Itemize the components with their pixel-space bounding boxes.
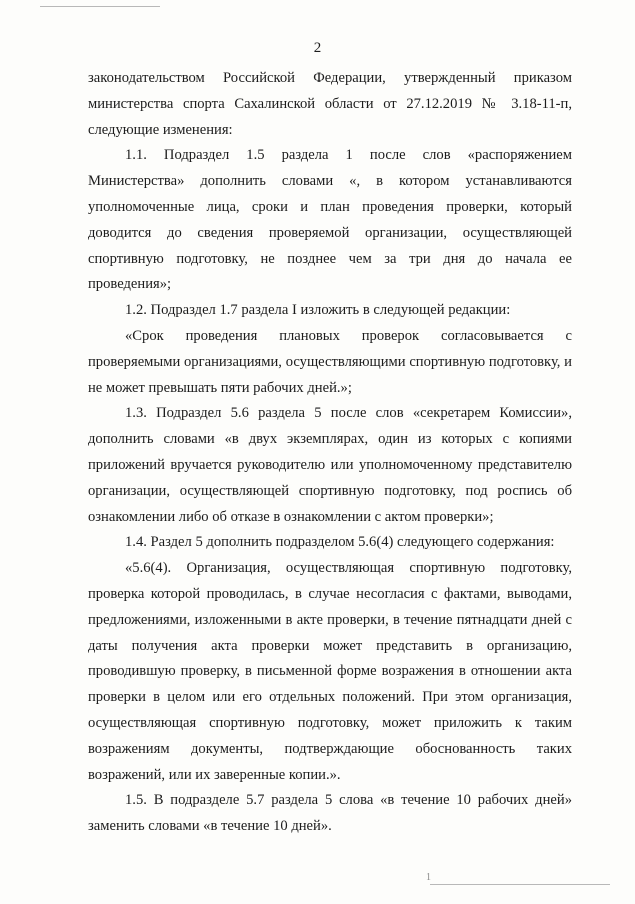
text-line: проверяемыми организациями, осуществляющими спортивную подготовку, и (88, 353, 572, 370)
text-line: даты получения акта проверки может представить в организацию, (88, 637, 572, 654)
text-line: приложений вручается руководителю или уполномоченному представителю (88, 456, 572, 473)
text-line: 1.2. Подраздел 1.7 раздела I изложить в следующей редакции: (125, 302, 511, 319)
footer-mark: 1 (426, 872, 431, 883)
text-line: спортивную подготовку, не позднее чем за три дня до начала ее (88, 250, 572, 267)
text-line: следующие изменения: (88, 121, 233, 138)
text-line: проверки в целом или его отдельных положений. При этом организация, (88, 689, 572, 706)
text-line: 1.3. Подраздел 5.6 раздела 5 после слов «секретарем Комиссии», (125, 405, 572, 422)
text-line: дополнить словами «в двух экземплярах, один из которых с копиями (88, 431, 572, 448)
text-line: 1.4. Раздел 5 дополнить подразделом 5.6(4) следующего содержания: (125, 534, 555, 551)
text-line: организации, осуществляющей спортивную подготовку, под роспись об (88, 482, 572, 499)
scan-artifact-bottom (430, 884, 610, 885)
document-body (88, 66, 572, 840)
text-line: министерства спорта Сахалинской области от 27.12.2019 № 3.18-11-п, (88, 95, 572, 112)
text-line: заменить словами «в течение 10 дней». (88, 818, 332, 835)
text-line: предложениями, изложенными в акте проверки, в течение пятнадцати дней с (88, 611, 572, 628)
text-line: «Срок проведения плановых проверок согласовывается с (125, 327, 572, 344)
text-line: осуществляющая спортивную подготовку, может приложить к таким (88, 714, 572, 731)
page-number: 2 (313, 40, 322, 56)
text-line: не может превышать пяти рабочих дней.»; (88, 379, 352, 396)
text-line: возражениям документы, подтверждающие обоснованность таких (88, 740, 572, 757)
text-line: уполномоченные лица, сроки и план проведения проверки, который (88, 198, 572, 215)
text-line: 1.5. В подразделе 5.7 раздела 5 слова «в течение 10 рабочих дней» (125, 792, 572, 809)
text-line: ознакомлении либо об отказе в ознакомлении с актом проверки»; (88, 508, 494, 525)
text-line: возражений, или их заверенные копии.». (88, 766, 341, 783)
text-line: «5.6(4). Организация, осуществляющая спортивную подготовку, (125, 560, 572, 577)
scan-artifact-top (40, 6, 160, 7)
text-line: 1.1. Подраздел 1.5 раздела 1 после слов «распоряжением (125, 147, 572, 164)
text-line: законодательством Российской Федерации, утвержденный приказом (88, 70, 572, 86)
text-line: проводившую проверку, в письменной форме возражения в отношении акта (88, 663, 572, 680)
text-line: проведения»; (88, 276, 172, 293)
text-line: проверка которой проводилась, в случае несогласия с фактами, выводами, (88, 585, 572, 602)
text-line: доводится до сведения проверяемой организации, осуществляющей (88, 224, 572, 241)
text-line: Министерства» дополнить словами «, в котором устанавливаются (88, 173, 572, 190)
